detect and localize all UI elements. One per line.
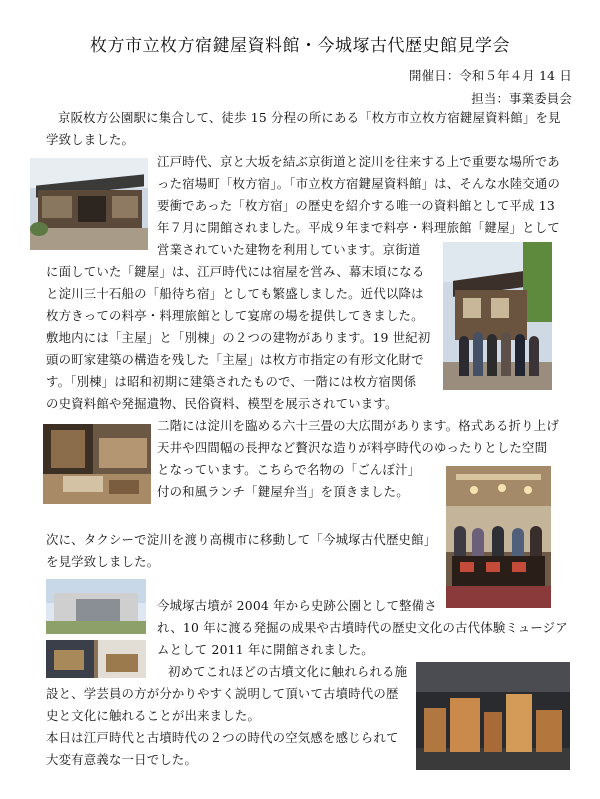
body-line: 年７月に開館されました。平成９年まで料亭・料理旅館「鍵屋」として bbox=[157, 220, 560, 235]
body-line: となっています。こちらで名物の「ごんぼ汁」 bbox=[157, 462, 421, 477]
photo-lunch-hall bbox=[446, 466, 551, 608]
event-organizer: 担当：事業委員会 bbox=[471, 91, 572, 106]
body-line: の史資料館や発掘遺物、民俗資料、模型を展示されています。 bbox=[46, 396, 398, 411]
photo-kagiya-exterior bbox=[30, 158, 148, 250]
body-line: 本日は江戸時代と古墳時代の２つの時代の空気感を感じられて bbox=[46, 730, 399, 745]
body-line: 江戸時代、京と大坂を結ぶ京街道と淀川を往来する上で重要な場所であ bbox=[157, 154, 560, 169]
body-line: 天井や四間幅の長押など贅沢な造りが料亭時代のゆったりとした空間 bbox=[157, 440, 548, 455]
body-line: 次に、タクシーで淀川を渡り高槻市に移動して「今城塚古代歴史館」 bbox=[46, 532, 437, 547]
body-line: 史と文化に触れることが出来ました。 bbox=[46, 708, 261, 723]
body-line: 京阪枚方公園駅に集合して、徒歩 15 分程の所にある「枚方市立枚方宿鍵屋資料館」を見 bbox=[58, 110, 561, 125]
body-line: 学致しました。 bbox=[46, 132, 135, 147]
body-line: 大変有意義な一日でした。 bbox=[46, 752, 198, 767]
page-title: 枚方市立枚方宿鍵屋資料館・今城塚古代歴史館見学会 bbox=[90, 36, 510, 56]
body-line: 今城塚古墳が 2004 年から史跡公園として整備さ bbox=[157, 598, 437, 613]
body-line: 二階には淀川を臨める六十三畳の大広間があります。格式ある折り上げ bbox=[157, 418, 559, 433]
body-line: 敷地内には「主屋」と「別棟」の２つの建物があります。19 世紀初 bbox=[46, 330, 431, 345]
photo-museum-exhibits bbox=[46, 640, 146, 678]
body-line: れ、10 年に渡る発掘の成果や古墳時代の歴史文化の古代体験ミュージア bbox=[157, 620, 568, 635]
photo-exhibit-room bbox=[43, 424, 151, 504]
photo-group-kagiya bbox=[443, 242, 552, 390]
body-line: に面していた「鍵屋」は、江戸時代には宿屋を営み、幕末頃になる bbox=[46, 264, 425, 279]
body-line: 初めてこれほどの古墳文化に触れられる施 bbox=[168, 664, 408, 679]
photo-haniwa-display bbox=[416, 662, 570, 770]
event-date: 開催日：令和５年４月 14 日 bbox=[409, 68, 572, 83]
body-line: 頭の町家建築の構造を残した「主屋」は枚方市指定の有形文化財で bbox=[46, 352, 424, 367]
body-line: 要衝であった「枚方宿」の歴史を紹介する唯一の資料館として平成 13 bbox=[157, 198, 555, 213]
body-line: 付の和風ランチ「鍵屋弁当」を頂きました。 bbox=[157, 484, 409, 499]
body-line: 枚方きっての料亭・料理旅館として宴席の場を提供してきました。 bbox=[46, 308, 424, 323]
body-line: 営業されていた建物を利用しています。京街道 bbox=[157, 242, 421, 257]
body-line: った宿場町「枚方宿」。「市立枚方宿鍵屋資料館」は、そんな水陸交通の bbox=[157, 176, 561, 191]
body-line: ムとして 2011 年に開館されました。 bbox=[157, 642, 374, 657]
photo-museum-exterior bbox=[46, 579, 146, 634]
body-line: と淀川三十石船の「船待ち宿」としても繁盛しました。近代以降は bbox=[46, 286, 424, 301]
body-line: す。「別棟」は昭和初期に建築されたもので、一階には枚方宿関係 bbox=[46, 374, 417, 389]
body-line: を見学致しました。 bbox=[46, 554, 160, 569]
body-line: 設と、学芸員の方が分かりやすく説明して頂いて古墳時代の歴 bbox=[46, 686, 399, 701]
